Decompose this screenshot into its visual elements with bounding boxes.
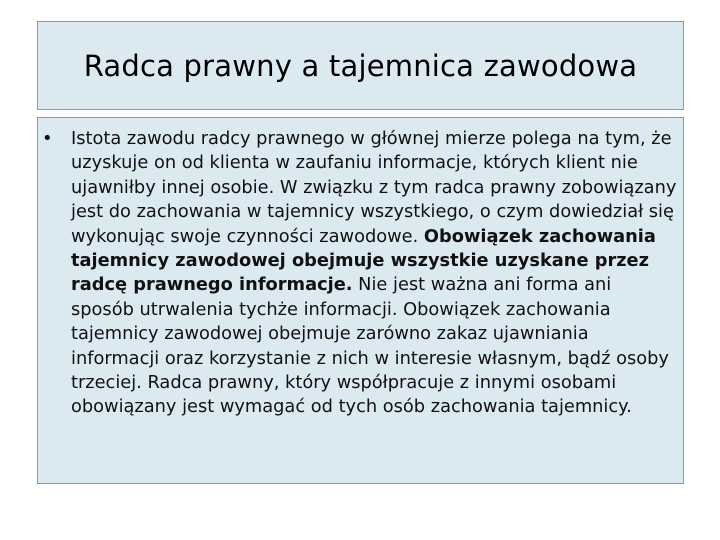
content-box <box>37 117 684 484</box>
bullet-marker: • <box>42 128 53 149</box>
paragraph-text-part-1: Istota zawodu radcy prawnego w głównej mierze polega na tym, że uzyskuje on od klienta w zaufaniu informacje, których klient nie ujawniłby innej osobie. W związku z tym radca prawny zobowiązany jest do zachowania w tajemnicy wszystkiego, o czym dowiedział się wykonując swoje czynności zawodowe. <box>71 128 677 247</box>
bullet-item <box>42 127 677 420</box>
bullet-paragraph <box>71 127 677 420</box>
title-box <box>37 21 684 110</box>
slide-title: Radca prawny a tajemnica zawodowa <box>83 48 638 83</box>
paragraph-bold-text: Obowiązek zachowania tajemnicy zawodowej obejmuje wszystkie uzyskane przez radcę prawnego informacje. <box>71 225 656 296</box>
paragraph-text-part-2: Nie jest ważna ani forma ani sposób utrwalenia tychże informacji. Obowiązek zachowania tajemnicy zawodowej obejmuje zarówno zakaz ujawniania informacji oraz korzystanie z nich w interesie własnym, bądź osoby trzeciej. Radca prawny, który współpracuje z innymi osobami obowiązany jest wymagać od tych osób zachowania tajemnicy. <box>71 274 669 418</box>
